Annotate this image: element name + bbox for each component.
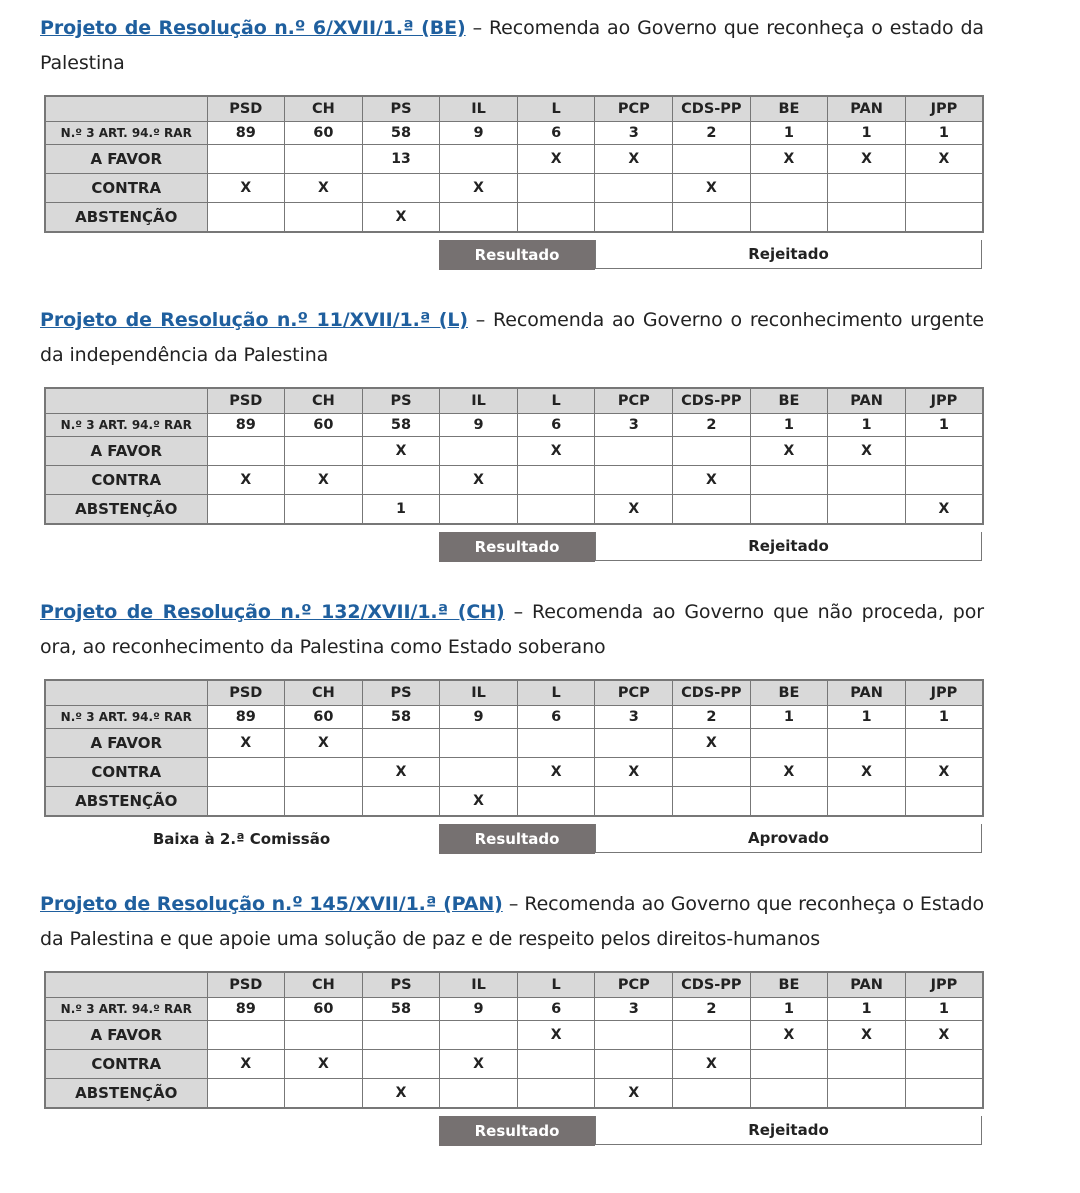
party-header: PAN <box>828 972 906 998</box>
vote-cell-abstencao <box>440 203 518 233</box>
vote-cell-abstencao: X <box>595 495 673 525</box>
vote-cell-abstencao <box>750 1079 828 1109</box>
row-label-favor: A FAVOR <box>45 729 207 758</box>
vote-cell-favor: X <box>517 437 595 466</box>
party-header: CH <box>285 96 363 122</box>
vote-cell-favor <box>905 437 983 466</box>
party-header: BE <box>750 388 828 414</box>
seat-count-cell: 60 <box>285 122 363 145</box>
vote-cell-contra: X <box>285 1050 363 1079</box>
vote-cell-abstencao <box>285 203 363 233</box>
party-header: PSD <box>207 388 285 414</box>
seat-count-cell: 6 <box>517 998 595 1021</box>
vote-cell-abstencao: 1 <box>362 495 440 525</box>
party-header: IL <box>440 680 518 706</box>
row-label-favor: A FAVOR <box>45 437 207 466</box>
party-header: CDS-PP <box>673 972 751 998</box>
vote-cell-abstencao <box>517 1079 595 1109</box>
party-header: PCP <box>595 96 673 122</box>
row-label-seats: N.º 3 ART. 94.º RAR <box>45 414 207 437</box>
vote-cell-favor <box>207 437 285 466</box>
seat-count-cell: 3 <box>595 414 673 437</box>
vote-table <box>44 679 984 817</box>
party-header: JPP <box>905 96 983 122</box>
result-value: Rejeitado <box>595 1116 982 1145</box>
vote-cell-abstencao <box>207 203 285 233</box>
vote-cell-abstencao <box>673 203 751 233</box>
vote-cell-contra <box>828 466 906 495</box>
vote-cell-favor <box>905 729 983 758</box>
resolution-link[interactable]: Projeto de Resolução n.º 11/XVII/1.ª (L) <box>40 309 468 331</box>
row-label-favor: A FAVOR <box>45 145 207 174</box>
party-header: L <box>517 96 595 122</box>
result-row <box>44 532 982 562</box>
seat-count-cell: 2 <box>673 122 751 145</box>
vote-cell-abstencao <box>517 495 595 525</box>
vote-cell-contra: X <box>207 174 285 203</box>
party-header: BE <box>750 972 828 998</box>
seat-count-cell: 60 <box>285 998 363 1021</box>
resolution-description: – Recomenda ao Governo que reconheça o estado da Palestina <box>40 17 984 74</box>
vote-table <box>44 387 984 525</box>
vote-cell-abstencao <box>905 203 983 233</box>
vote-cell-contra <box>362 466 440 495</box>
vote-cell-abstencao <box>440 495 518 525</box>
vote-cell-abstencao <box>285 787 363 817</box>
party-header: PCP <box>595 388 673 414</box>
seat-count-cell: 58 <box>362 706 440 729</box>
table-corner <box>45 680 207 706</box>
vote-cell-contra: X <box>905 758 983 787</box>
row-label-contra: CONTRA <box>45 174 207 203</box>
vote-cell-favor <box>285 145 363 174</box>
vote-cell-favor: X <box>750 437 828 466</box>
seat-count-cell: 6 <box>517 122 595 145</box>
vote-cell-contra: X <box>207 1050 285 1079</box>
seat-count-cell: 1 <box>828 122 906 145</box>
vote-cell-abstencao <box>750 203 828 233</box>
seat-count-cell: 60 <box>285 414 363 437</box>
result-label: Resultado <box>439 240 595 270</box>
party-header: PCP <box>595 972 673 998</box>
seat-count-cell: 89 <box>207 122 285 145</box>
result-label: Resultado <box>439 532 595 562</box>
vote-cell-contra: X <box>362 758 440 787</box>
vote-cell-contra <box>595 1050 673 1079</box>
seat-count-cell: 89 <box>207 414 285 437</box>
resolution-link[interactable]: Projeto de Resolução n.º 6/XVII/1.ª (BE) <box>40 17 466 39</box>
vote-cell-contra: X <box>517 758 595 787</box>
seat-count-cell: 9 <box>440 122 518 145</box>
vote-cell-favor: X <box>828 437 906 466</box>
vote-cell-favor: X <box>285 729 363 758</box>
row-label-contra: CONTRA <box>45 1050 207 1079</box>
vote-cell-favor <box>440 729 518 758</box>
vote-cell-abstencao <box>750 787 828 817</box>
vote-cell-contra <box>440 758 518 787</box>
vote-cell-favor <box>440 437 518 466</box>
party-header: JPP <box>905 680 983 706</box>
result-note: Baixa à 2.ª Comissão <box>152 830 331 848</box>
vote-cell-abstencao <box>285 1079 363 1109</box>
seat-count-cell: 1 <box>828 998 906 1021</box>
resolution-heading <box>40 595 984 665</box>
result-note <box>44 532 439 562</box>
row-label-contra: CONTRA <box>45 466 207 495</box>
vote-cell-contra: X <box>595 758 673 787</box>
party-header: CH <box>285 388 363 414</box>
seat-count-cell: 1 <box>750 706 828 729</box>
seat-count-cell: 9 <box>440 414 518 437</box>
vote-cell-abstencao: X <box>905 495 983 525</box>
vote-cell-contra: X <box>673 466 751 495</box>
vote-cell-favor <box>362 729 440 758</box>
vote-cell-favor <box>440 145 518 174</box>
seat-count-cell: 1 <box>905 122 983 145</box>
vote-cell-contra: X <box>440 466 518 495</box>
seat-count-cell: 89 <box>207 998 285 1021</box>
seat-count-cell: 2 <box>673 414 751 437</box>
vote-cell-favor: X <box>750 1021 828 1050</box>
result-note <box>44 1116 439 1146</box>
vote-cell-contra: X <box>440 174 518 203</box>
party-header: PS <box>362 96 440 122</box>
vote-cell-contra <box>517 174 595 203</box>
resolution-heading <box>40 11 984 81</box>
table-corner <box>45 388 207 414</box>
seat-count-cell: 1 <box>828 706 906 729</box>
resolution-link[interactable]: Projeto de Resolução n.º 132/XVII/1.ª (CH) <box>40 601 505 623</box>
vote-cell-favor <box>285 437 363 466</box>
vote-cell-abstencao <box>595 203 673 233</box>
vote-cell-favor: X <box>828 1021 906 1050</box>
vote-cell-favor <box>673 1021 751 1050</box>
vote-cell-contra: X <box>285 174 363 203</box>
seat-count-cell: 3 <box>595 706 673 729</box>
result-label: Resultado <box>439 824 595 854</box>
vote-cell-abstencao <box>673 787 751 817</box>
resolution-link[interactable]: Projeto de Resolução n.º 145/XVII/1.ª (PAN) <box>40 893 503 915</box>
seat-count-cell: 1 <box>750 122 828 145</box>
vote-cell-abstencao <box>517 203 595 233</box>
seat-count-cell: 6 <box>517 706 595 729</box>
party-header: CDS-PP <box>673 96 751 122</box>
seat-count-cell: 1 <box>828 414 906 437</box>
vote-cell-contra: X <box>673 174 751 203</box>
row-label-contra: CONTRA <box>45 758 207 787</box>
row-label-abstencao: ABSTENÇÃO <box>45 1079 207 1109</box>
row-label-abstencao: ABSTENÇÃO <box>45 787 207 817</box>
result-row <box>44 824 982 854</box>
party-header: JPP <box>905 972 983 998</box>
vote-cell-contra <box>750 466 828 495</box>
party-header: CH <box>285 680 363 706</box>
seat-count-cell: 60 <box>285 706 363 729</box>
vote-cell-abstencao <box>673 495 751 525</box>
result-label: Resultado <box>439 1116 595 1146</box>
party-header: PS <box>362 680 440 706</box>
vote-cell-contra <box>673 758 751 787</box>
seat-count-cell: 6 <box>517 414 595 437</box>
party-header: JPP <box>905 388 983 414</box>
vote-cell-abstencao <box>207 1079 285 1109</box>
party-header: CH <box>285 972 363 998</box>
vote-cell-contra: X <box>673 1050 751 1079</box>
vote-cell-contra <box>905 466 983 495</box>
resolution-heading <box>40 887 984 957</box>
vote-cell-contra <box>828 174 906 203</box>
party-header: PSD <box>207 972 285 998</box>
vote-cell-abstencao: X <box>362 1079 440 1109</box>
vote-cell-contra: X <box>285 466 363 495</box>
party-header: PS <box>362 388 440 414</box>
vote-cell-abstencao <box>207 787 285 817</box>
vote-cell-contra <box>517 466 595 495</box>
vote-cell-contra <box>362 1050 440 1079</box>
vote-cell-abstencao <box>207 495 285 525</box>
vote-cell-favor <box>750 729 828 758</box>
vote-cell-abstencao <box>595 787 673 817</box>
table-corner <box>45 96 207 122</box>
vote-cell-favor <box>440 1021 518 1050</box>
resolution-description: – Recomenda ao Governo o reconhecimento urgente da independência da Palestina <box>40 309 985 366</box>
vote-cell-contra <box>517 1050 595 1079</box>
row-label-seats: N.º 3 ART. 94.º RAR <box>45 998 207 1021</box>
vote-cell-favor: X <box>750 145 828 174</box>
vote-cell-favor <box>828 729 906 758</box>
vote-cell-favor <box>207 145 285 174</box>
vote-cell-abstencao: X <box>440 787 518 817</box>
vote-cell-favor: X <box>905 145 983 174</box>
vote-cell-favor <box>517 729 595 758</box>
vote-cell-abstencao <box>362 787 440 817</box>
vote-cell-contra: X <box>440 1050 518 1079</box>
seat-count-cell: 58 <box>362 998 440 1021</box>
vote-cell-contra: X <box>828 758 906 787</box>
party-header: PAN <box>828 680 906 706</box>
vote-cell-abstencao: X <box>595 1079 673 1109</box>
seat-count-cell: 1 <box>750 998 828 1021</box>
vote-cell-favor <box>207 1021 285 1050</box>
vote-cell-contra <box>285 758 363 787</box>
seat-count-cell: 1 <box>905 998 983 1021</box>
vote-cell-favor <box>362 1021 440 1050</box>
seat-count-cell: 58 <box>362 122 440 145</box>
vote-cell-favor: X <box>207 729 285 758</box>
resolution-description: – Recomenda ao Governo que não proceda, por ora, ao reconhecimento da Palestina como Estado soberano <box>40 601 984 658</box>
vote-cell-contra <box>905 174 983 203</box>
party-header: PSD <box>207 680 285 706</box>
vote-cell-favor: X <box>517 1021 595 1050</box>
party-header: L <box>517 388 595 414</box>
row-label-abstencao: ABSTENÇÃO <box>45 495 207 525</box>
row-label-seats: N.º 3 ART. 94.º RAR <box>45 122 207 145</box>
row-label-abstencao: ABSTENÇÃO <box>45 203 207 233</box>
vote-cell-contra <box>207 758 285 787</box>
party-header: CDS-PP <box>673 388 751 414</box>
resolution-description: – Recomenda ao Governo que reconheça o Estado da Palestina e que apoie uma solução de paz e de respeito pelos direitos-humanos <box>40 893 985 950</box>
seat-count-cell: 9 <box>440 706 518 729</box>
vote-cell-favor: X <box>828 145 906 174</box>
party-header: IL <box>440 388 518 414</box>
party-header: PAN <box>828 96 906 122</box>
vote-cell-favor <box>673 145 751 174</box>
vote-cell-abstencao <box>828 203 906 233</box>
vote-cell-favor: X <box>673 729 751 758</box>
party-header: PS <box>362 972 440 998</box>
vote-cell-contra <box>750 174 828 203</box>
table-corner <box>45 972 207 998</box>
vote-cell-abstencao <box>440 1079 518 1109</box>
vote-cell-contra: X <box>750 758 828 787</box>
vote-cell-favor <box>595 437 673 466</box>
vote-cell-contra <box>828 1050 906 1079</box>
seat-count-cell: 2 <box>673 706 751 729</box>
result-row <box>44 1116 982 1146</box>
vote-cell-abstencao: X <box>362 203 440 233</box>
vote-cell-abstencao <box>828 787 906 817</box>
resolution-heading <box>40 303 984 373</box>
result-row <box>44 240 982 270</box>
party-header: L <box>517 680 595 706</box>
vote-cell-favor <box>673 437 751 466</box>
party-header: IL <box>440 96 518 122</box>
vote-table <box>44 971 984 1109</box>
party-header: PCP <box>595 680 673 706</box>
vote-cell-contra <box>362 174 440 203</box>
vote-cell-abstencao <box>673 1079 751 1109</box>
vote-cell-favor <box>595 729 673 758</box>
party-header: IL <box>440 972 518 998</box>
vote-cell-abstencao <box>285 495 363 525</box>
seat-count-cell: 58 <box>362 414 440 437</box>
seat-count-cell: 3 <box>595 122 673 145</box>
vote-cell-favor: 13 <box>362 145 440 174</box>
vote-cell-contra <box>905 1050 983 1079</box>
seat-count-cell: 3 <box>595 998 673 1021</box>
vote-cell-abstencao <box>905 1079 983 1109</box>
row-label-favor: A FAVOR <box>45 1021 207 1050</box>
party-header: CDS-PP <box>673 680 751 706</box>
vote-cell-favor: X <box>362 437 440 466</box>
result-note <box>44 240 439 270</box>
vote-cell-favor <box>595 1021 673 1050</box>
vote-cell-abstencao <box>750 495 828 525</box>
vote-cell-favor <box>285 1021 363 1050</box>
vote-table <box>44 95 984 233</box>
seat-count-cell: 9 <box>440 998 518 1021</box>
vote-cell-favor: X <box>517 145 595 174</box>
vote-cell-favor: X <box>595 145 673 174</box>
vote-cell-abstencao <box>828 1079 906 1109</box>
party-header: PSD <box>207 96 285 122</box>
row-label-seats: N.º 3 ART. 94.º RAR <box>45 706 207 729</box>
vote-cell-contra <box>750 1050 828 1079</box>
seat-count-cell: 1 <box>750 414 828 437</box>
seat-count-cell: 1 <box>905 414 983 437</box>
party-header: BE <box>750 96 828 122</box>
result-value: Aprovado <box>595 824 982 853</box>
vote-cell-abstencao <box>517 787 595 817</box>
result-value: Rejeitado <box>595 240 982 269</box>
vote-cell-abstencao <box>905 787 983 817</box>
vote-cell-contra <box>595 174 673 203</box>
seat-count-cell: 89 <box>207 706 285 729</box>
seat-count-cell: 2 <box>673 998 751 1021</box>
vote-cell-contra: X <box>207 466 285 495</box>
vote-cell-abstencao <box>828 495 906 525</box>
party-header: BE <box>750 680 828 706</box>
vote-cell-contra <box>595 466 673 495</box>
vote-cell-favor: X <box>905 1021 983 1050</box>
seat-count-cell: 1 <box>905 706 983 729</box>
result-value: Rejeitado <box>595 532 982 561</box>
party-header: L <box>517 972 595 998</box>
party-header: PAN <box>828 388 906 414</box>
